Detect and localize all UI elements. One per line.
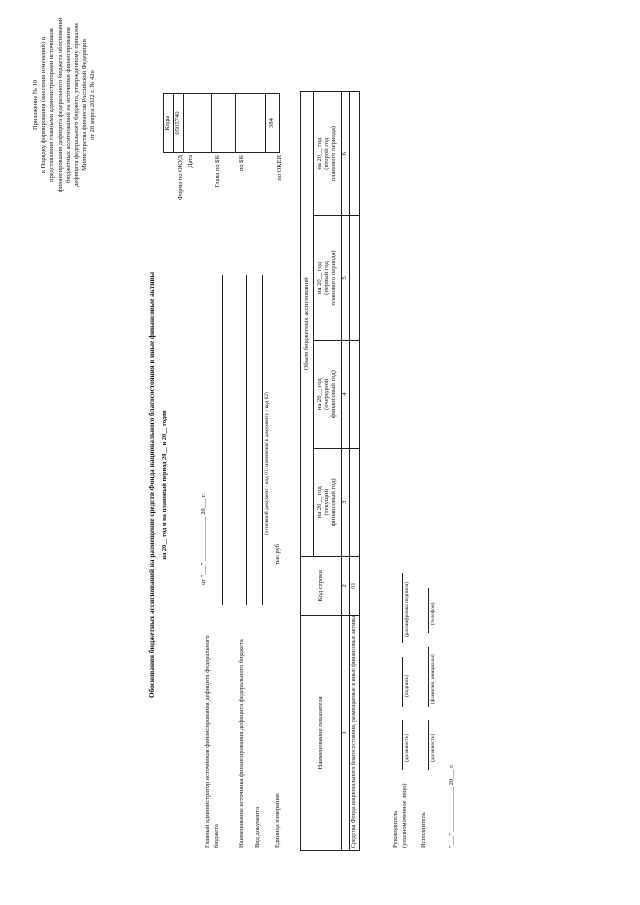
exec-position-line <box>428 720 429 770</box>
date-label: Дата <box>187 155 194 168</box>
col-num: 6 <box>342 92 350 216</box>
exec-phone-line <box>428 588 429 633</box>
glava-label: Глава по БК <box>214 155 221 188</box>
col-num: 1 <box>342 615 350 850</box>
table-cell <box>350 92 360 216</box>
executor-label: Исполнитель <box>420 812 427 848</box>
bk-label: по БК <box>238 155 245 172</box>
table-row-code: 01 <box>350 556 360 615</box>
table-cell <box>350 340 360 448</box>
codes-table <box>163 93 280 153</box>
col-num: 4 <box>342 340 350 448</box>
doctype-label: Вид документа <box>254 806 261 848</box>
col-num: 3 <box>342 448 350 556</box>
position-hint-2: (должность) <box>430 733 436 762</box>
okei-value: 384 <box>266 94 280 153</box>
document-date: от "___" ______________ 20___ г. <box>200 493 207 585</box>
appendix-line: к Порядку формирования (внесения изменений) и <box>40 36 48 174</box>
appendix-line: представления главными администраторами источников <box>48 28 56 182</box>
codes-header: Коды <box>164 94 174 153</box>
head-label: Руководитель <box>392 810 399 848</box>
col3-header: на 20__ год (текущий финансовый год) <box>314 448 342 556</box>
table-row-name: Средства Фонда национального благосостояния, размещаемые в иные финансовые активы <box>350 615 360 850</box>
exec-fio-line <box>428 647 429 707</box>
bk-value <box>236 94 266 153</box>
doctype-hint: (основной документ - код 01; изменения к документу - код 02) <box>264 392 270 535</box>
okud-label: Форма по ОКУД <box>177 155 184 200</box>
appendix-line: бюджетных ассигнований на источники финансирования <box>64 27 72 183</box>
appendix-line: дефицита федерального бюджета, утвержденному приказом <box>73 23 81 187</box>
head-label-2: (уполномоченное лицо) <box>401 783 408 848</box>
appendix-line: Министерства финансов Российской Федерации <box>81 39 89 171</box>
appendix-line: от 28 марта 2022 г. № 42н <box>89 70 97 140</box>
col5-header: на 20__ год (первый год планового периода) <box>314 216 342 340</box>
group-header: Объем бюджетных ассигнований <box>301 92 314 557</box>
decoding-hint: (расшифровка подписи) <box>404 581 410 637</box>
head-position-line <box>402 720 403 770</box>
head-decoding-line <box>402 573 403 643</box>
document-subtitle: на 20__ год и на плановый период 20__ и 20__ годов <box>161 410 168 560</box>
appendix-line: Приложение № 10 <box>32 80 39 130</box>
col6-header: на 20__ год (второй год планового периода) <box>314 92 342 216</box>
source-label: Наименование источника финансирования дефицита федерального бюджета <box>238 639 245 848</box>
okud-value: 0505740 <box>174 94 184 153</box>
admin-label-2: бюджета <box>213 824 220 848</box>
unit-value: тыс.руб <box>274 544 281 565</box>
okei-label: по ОКЕИ <box>276 155 283 181</box>
doctype-underline <box>262 275 263 605</box>
appendix-block <box>32 5 98 205</box>
main-table <box>300 91 360 851</box>
col-num: 5 <box>342 216 350 340</box>
col-name-header: Наименование показателя <box>301 615 342 850</box>
glava-value <box>212 94 236 153</box>
fio-hint: (фамилия, инициалы) <box>430 654 436 704</box>
signature-hint: (подпись) <box>404 674 410 697</box>
admin-label: Главный администратор источников финансирования дефицита федерального <box>204 635 211 848</box>
signature-date: "___" ______________ 20___ г. <box>448 764 455 848</box>
position-hint: (должность) <box>404 733 410 762</box>
appendix-line: финансирования дефицита федерального бюджета обоснований <box>56 17 64 193</box>
source-underline <box>246 275 247 605</box>
date-value <box>184 94 212 153</box>
table-cell <box>350 216 360 340</box>
head-signature-line <box>402 657 403 707</box>
phone-hint: (телефон) <box>430 602 436 625</box>
table-cell <box>350 448 360 556</box>
col-code-header: Код строки <box>301 556 342 615</box>
col4-header: на 20__ год (очередной финансовый год) <box>314 340 342 448</box>
col-num: 2 <box>342 556 350 615</box>
document-title: Обоснования бюджетных ассигнований на размещение средств Фонда национального благосостояния в иные финансовые активы <box>148 272 156 698</box>
admin-underline <box>222 275 223 605</box>
unit-label: Единица измерения: <box>274 792 281 848</box>
